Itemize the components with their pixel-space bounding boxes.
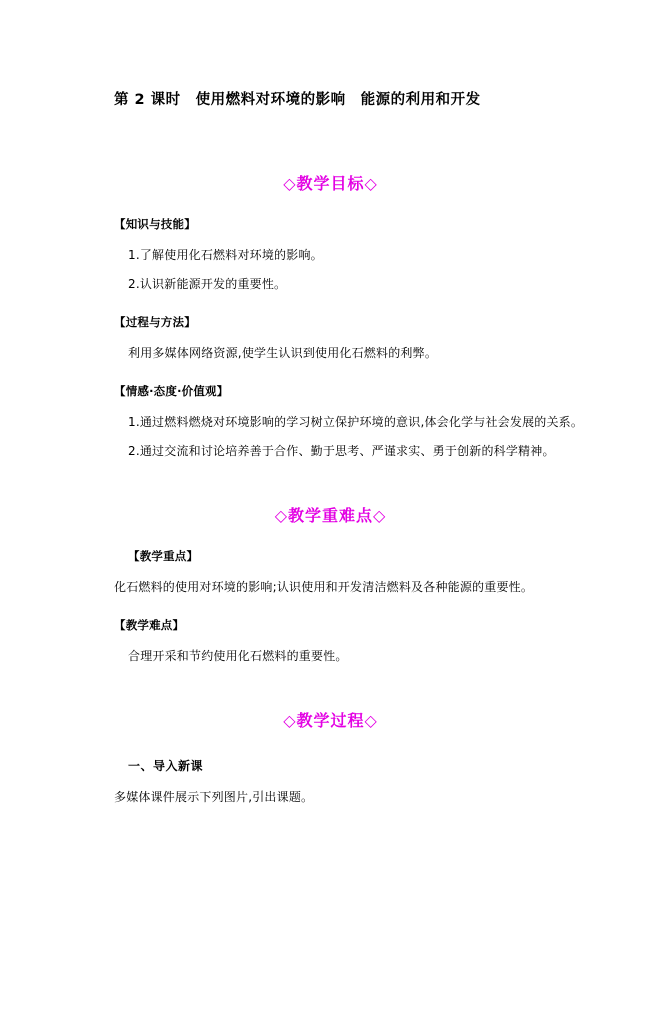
section-heading-key-points: ◇教学重难点◇ xyxy=(274,506,387,525)
label-teaching-difficulty: 【教学难点】 xyxy=(114,618,185,632)
text-knowledge-item-1: 1.了解使用化石燃料对环境的影响。 xyxy=(128,248,323,262)
section-heading-goals: ◇教学目标◇ xyxy=(283,174,378,193)
label-process-method: 【过程与方法】 xyxy=(114,315,196,329)
section-heading-process: ◇教学过程◇ xyxy=(283,711,378,730)
label-knowledge-skills: 【知识与技能】 xyxy=(114,217,196,231)
text-knowledge-item-2: 2.认识新能源开发的重要性。 xyxy=(128,277,287,291)
text-process-item-1: 利用多媒体网络资源,使学生认识到使用化石燃料的利弊。 xyxy=(128,346,438,360)
text-introduce-lesson: 多媒体课件展示下列图片,引出课题。 xyxy=(114,790,314,804)
document-page xyxy=(0,88,661,1023)
page-title: 第 2 课时 使用燃料对环境的影响 能源的利用和开发 xyxy=(114,92,481,108)
label-teaching-focus: 【教学重点】 xyxy=(128,549,199,563)
text-teaching-focus: 化石燃料的使用对环境的影响;认识使用和开发清洁燃料及各种能源的重要性。 xyxy=(114,580,534,594)
label-emotion-attitude-values: 【情感·态度·价值观】 xyxy=(114,384,229,398)
text-emotion-item-1: 1.通过燃料燃烧对环境影响的学习树立保护环境的意识,体会化学与社会发展的关系。 xyxy=(128,415,584,429)
text-emotion-item-2: 2.通过交流和讨论培养善于合作、勤于思考、严谨求实、勇于创新的科学精神。 xyxy=(128,444,555,458)
subheading-introduce-lesson: 一、导入新课 xyxy=(128,759,204,773)
text-teaching-difficulty: 合理开采和节约使用化石燃料的重要性。 xyxy=(128,649,348,663)
